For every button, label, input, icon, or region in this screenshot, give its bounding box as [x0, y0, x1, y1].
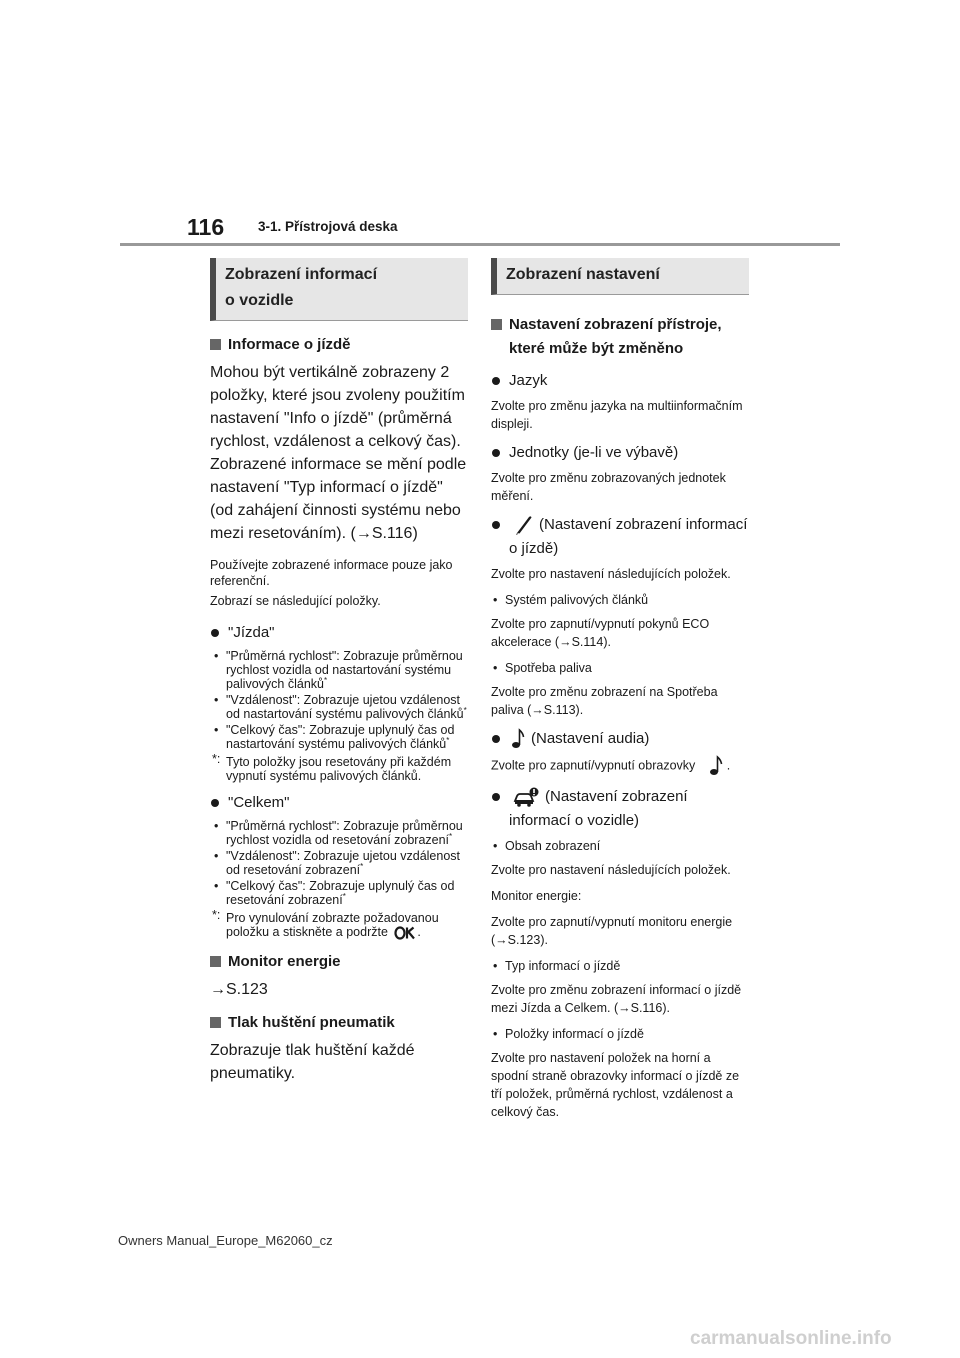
vehicle-sub-trip-items: • Položky informací o jízdě	[491, 1025, 749, 1043]
header-rule	[120, 243, 840, 246]
trip-info-pencil-icon	[513, 514, 533, 536]
trip-setting-sub-fuel-cell-body: Zvolte pro zapnutí/vypnutí pokynů ECO akcelerace (→S.114).	[491, 617, 710, 649]
units-body: Zvolte pro změnu zobrazovaných jednotek měření.	[491, 471, 726, 503]
ok-button-icon	[394, 926, 416, 940]
trip-setting-sub-fuel-body: Zvolte pro změnu zobrazení na Spotřeba paliva (→S.113).	[491, 685, 718, 717]
arrow-icon: →	[495, 933, 508, 947]
trip-info-title: Informace o jízdě	[210, 333, 468, 357]
audio-body: Zvolte pro zapnutí/vypnutí obrazovky .	[491, 755, 749, 777]
jizda-footnote: *: Tyto položky jsou resetovány při každém vypnutí systému palivových článků.	[212, 752, 452, 783]
trip-info-note-items: Zobrazí se následující položky.	[210, 594, 381, 608]
monitor-ref: →S.123	[210, 978, 468, 1001]
trip-info-note-reference: Používejte zobrazené informace pouze jako referenční.	[210, 558, 453, 588]
language-body: Zvolte pro změnu jazyka na multiinformačním displeji.	[491, 399, 743, 431]
vehicle-sub-trip-type-body: Zvolte pro změnu zobrazení informací o jízdě mezi Jízda a Celkem. (→S.116).	[491, 983, 742, 1015]
arrow-icon: →	[559, 635, 572, 649]
tire-pressure-body: Zobrazuje tlak huštění každé pneumatiky.	[210, 1041, 415, 1082]
celkem-item-avg-speed: • "Průměrná rychlost": Zobrazuje průměrnou rychlost vozidla od resetování zobrazení*	[210, 819, 468, 847]
trip-setting-sub-fuel-cell: • Systém palivových článků	[491, 591, 749, 609]
jizda-item-distance: • "Vzdálenost": Zobrazuje ujetou vzdálenost od nastartování systému palivových článků*	[210, 693, 468, 721]
vehicle-sub-display-content-body: Zvolte pro nastavení následujících položek.	[491, 863, 731, 877]
vehicle-sub-trip-items-body: Zvolte pro nastavení položek na horní a spodní straně obrazovky informací o jízdě ze tří položek, průměrná rychlost, vzdálenost a celkový čas.	[491, 1051, 740, 1119]
footer-text: Owners Manual_Europe_M62060_cz	[118, 1233, 333, 1248]
section-title: 3-1. Přístrojová deska	[258, 219, 398, 234]
settings-intro: Nastavení zobrazení přístroje, které může být změněno	[491, 313, 749, 361]
arrow-icon: →	[618, 1001, 631, 1015]
trip-setting-sub-fuel: • Spotřeba paliva	[491, 659, 749, 677]
vehicle-setting-title: (Nastavení zobrazení informací o vozidle)	[491, 785, 749, 833]
arrow-icon: →	[531, 703, 544, 717]
celkem-item-distance: • "Vzdálenost": Zobrazuje ujetou vzdálenost od resetování zobrazení*	[210, 849, 468, 877]
celkem-item-total-time: • "Celkový čas": Zobrazuje uplynulý čas od resetování zobrazení*	[210, 879, 468, 907]
vehicle-sub-display-content: • Obsah zobrazení	[491, 837, 749, 855]
language-title: Jazyk	[491, 369, 749, 393]
monitor-title: Monitor energie	[210, 950, 468, 974]
watermark: carmanualsonline.info	[690, 1328, 892, 1349]
jizda-item-total-time: • "Celkový čas": Zobrazuje uplynulý čas od nastartování systému palivových článků*	[210, 723, 468, 751]
vehicle-monitor-body: Zvolte pro zapnutí/vypnutí monitoru energie (→S.123).	[491, 915, 733, 947]
celkem-title: "Celkem"	[210, 791, 468, 815]
vehicle-monitor-label: Monitor energie:	[491, 889, 582, 903]
trip-setting-title: (Nastavení zobrazení informací o jízdě)	[491, 513, 749, 561]
music-note-icon	[709, 755, 723, 777]
vehicle-info-icon	[513, 787, 539, 807]
heading-vehicle-info: Zobrazení informací o vozidle	[210, 258, 468, 321]
arrow-icon: →	[210, 980, 226, 998]
jizda-title: "Jízda"	[210, 621, 468, 645]
vehicle-sub-trip-type: • Typ informací o jízdě	[491, 957, 749, 975]
arrow-icon: →	[355, 525, 372, 542]
left-column	[210, 258, 468, 1091]
music-note-icon	[511, 728, 525, 750]
right-column	[491, 258, 749, 1129]
heading-settings: Zobrazení nastavení	[491, 258, 749, 295]
units-title: Jednotky (je-li ve výbavě)	[491, 441, 749, 465]
tire-pressure-title: Tlak huštění pneumatik	[210, 1011, 468, 1035]
page-number: 116	[187, 214, 225, 240]
trip-info-body: Mohou být vertikálně zobrazeny 2 položky, které jsou zvoleny použitím nastavení "Info o jízdě" (průměrná rychlost, vzdálenost a celkový čas). Zobrazené informace se mění podle nastavení "Typ informací o jízdě" (od zahájení činnosti systému nebo mezi resetováním). (→S.116)	[210, 361, 468, 545]
trip-setting-body: Zvolte pro nastavení následujících položek.	[491, 567, 731, 581]
jizda-item-avg-speed: • "Průměrná rychlost": Zobrazuje průměrnou rychlost vozidla od nastartování systému palivových článků*	[210, 649, 468, 691]
audio-title: (Nastavení audia)	[491, 727, 749, 751]
celkem-footnote: *: Pro vynulování zobrazte požadovanou položku a stiskněte a podržte .	[212, 908, 439, 939]
